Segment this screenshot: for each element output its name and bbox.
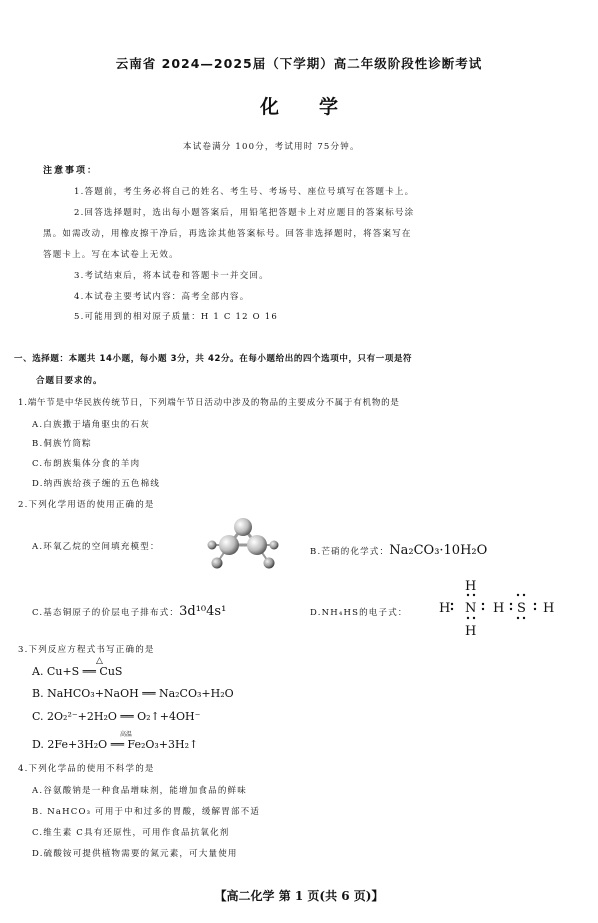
svg-text:H: H: [439, 601, 451, 616]
q2-option-b-label: B.芒硝的化学式：: [310, 547, 390, 557]
notice-5: 5.可能用到的相对原子质量：H 1 C 12 O 16: [74, 312, 278, 322]
q1-option-c: C.布朗族集体分食的羊肉: [32, 459, 141, 469]
q2-option-a: A.环氧乙烷的空间填充模型：: [32, 542, 160, 552]
q1-option-d: D.纳西族给孩子缠的五色棉线: [32, 479, 161, 489]
notice-2-cont: 黑。如需改动，用橡皮擦干净后，再选涂其他答案标号。回答非选择题时，将答案写在: [43, 229, 412, 239]
q2-option-d: [310, 600, 408, 619]
q4-option-d: D.硫酸铵可提供植物需要的氮元素，可大量使用: [32, 849, 238, 859]
q4-option-c: C.维生素 C具有还原性，可用作食品抗氧化剂: [32, 828, 230, 838]
q1-option-b: B.侗族竹筒粽: [32, 439, 92, 449]
svg-text:N: N: [465, 601, 477, 616]
section1-heading-cont: 合题目要求的。: [36, 376, 103, 386]
q1-option-a: A.白族撒于墙角驱虫的石灰: [32, 420, 150, 430]
svg-text:S: S: [517, 601, 526, 616]
subject-title: 化学: [259, 96, 378, 118]
q3-option-c: C. 2O₂²⁻+2H₂O ══ O₂↑+4OH⁻: [32, 710, 201, 723]
notice-3: 3.考试结束后，将本试卷和答题卡一并交回。: [74, 271, 269, 281]
nh4hs-electron-formula: [437, 578, 557, 636]
svg-text:H: H: [465, 579, 477, 594]
q3-option-d: D. 2Fe+3H₂O ══ Fe₂O₃+3H₂↑: [32, 738, 199, 751]
exam-info: 本试卷满分 100分，考试用时 75分钟。: [183, 142, 360, 152]
q1-stem: 1.端午节是中华民族传统节日，下列端午节日活动中涉及的物品的主要成分不属于有机物的是: [18, 398, 400, 408]
q2-option-c-formula: 3d¹⁰4s¹: [179, 604, 227, 619]
ethylene-oxide-model: [203, 515, 285, 577]
notice-2-end: 答题卡上。写在本试卷上无效。: [43, 250, 179, 260]
q3-option-a-condition: △: [96, 656, 103, 666]
q3-option-d-condition: 高温: [120, 731, 133, 738]
q2-option-b: [310, 539, 487, 558]
q3-option-a: A. Cu+S ══ CuS: [32, 665, 123, 678]
svg-text:H: H: [543, 601, 555, 616]
q3-option-b: B. NaHCO₃+NaOH ══ Na₂CO₃+H₂O: [32, 687, 234, 700]
page-footer: 【高二化学 第 1 页(共 6 页)】: [214, 889, 384, 903]
notice-2: 2.回答选择题时，选出每小题答案后，用铅笔把答题卡上对应题目的答案标号涂: [74, 208, 415, 218]
q2-option-b-formula: Na₂CO₃·10H₂O: [389, 543, 488, 558]
notice-title: 注意事项：: [43, 166, 99, 176]
q2-option-d-label: D.NH₄HS的电子式：: [310, 608, 408, 618]
q4-option-a: A.谷氨酸钠是一种食品增味剂，能增加食品的鲜味: [32, 786, 247, 796]
q4-stem: 4.下列化学品的使用不科学的是: [18, 764, 155, 774]
svg-text:H: H: [465, 624, 477, 636]
svg-text:H: H: [493, 601, 505, 616]
q2-option-c-label: C.基态铜原子的价层电子排布式：: [32, 608, 180, 618]
q2-option-c: [32, 600, 226, 619]
q2-stem: 2.下列化学用语的使用正确的是: [18, 500, 155, 510]
q4-option-b: B. NaHCO₃ 可用于中和过多的胃酸，缓解胃部不适: [32, 807, 261, 817]
notice-4: 4.本试卷主要考试内容：高考全部内容。: [74, 292, 250, 302]
notice-1: 1.答题前，考生务必将自己的姓名、考生号、考场号、座位号填写在答题卡上。: [74, 187, 415, 197]
exam-header: 云南省 2024—2025届（下学期）高二年级阶段性诊断考试: [115, 56, 483, 71]
section1-heading: 一、选择题：本题共 14小题，每小题 3分，共 42分。在每小题给出的四个选项中，只有一项是符: [14, 354, 413, 364]
q3-stem: 3.下列反应方程式书写正确的是: [18, 645, 155, 655]
